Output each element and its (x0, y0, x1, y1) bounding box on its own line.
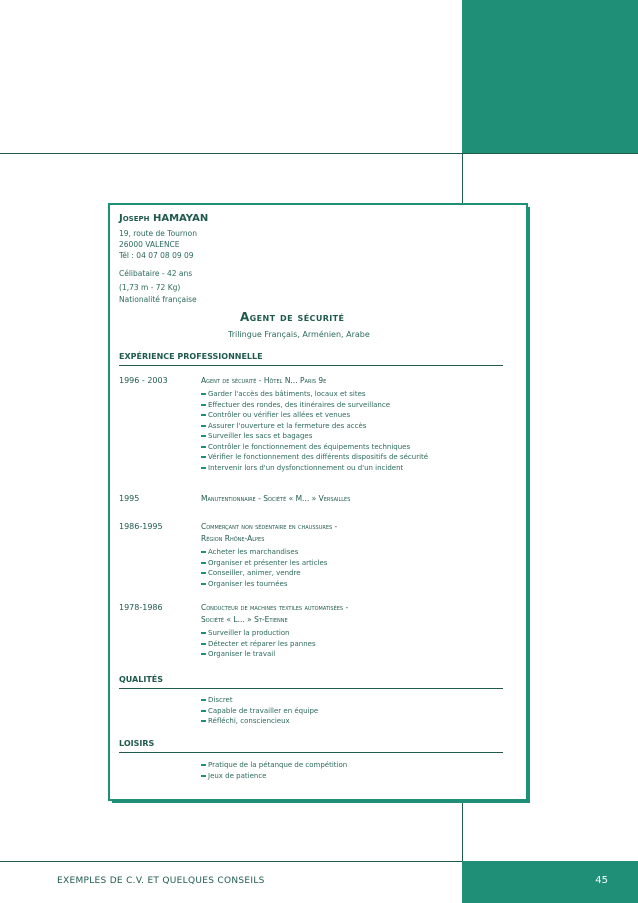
experience-tasks (201, 389, 428, 473)
list-item: Pratique de la pétanque de compétition (201, 760, 347, 771)
experience-years: 1996 - 2003 (119, 376, 168, 385)
cv-name (119, 213, 208, 224)
phone-line: Tél : 04 07 08 09 09 (119, 251, 194, 260)
footer-title: EXEMPLES DE C.V. ET QUELQUES CONSEILS (57, 876, 265, 886)
address-line: 19, route de Tournon (119, 229, 197, 238)
list-item: Contrôler ou vérifier les allées et venues (201, 410, 428, 421)
experience-position: Agent de sécurité - Hôtel N... Paris 9e (201, 376, 327, 385)
divider-top (0, 153, 638, 154)
experience-tasks (201, 628, 316, 660)
experience-heading: EXPÉRIENCE PROFESSIONNELLE (119, 352, 263, 361)
personal-line: Nationalité française (119, 295, 197, 304)
list-item: Garder l'accès des bâtiments, locaux et sites (201, 389, 428, 400)
experience-position: Manutentionnaire - Société « M... » Versailles (201, 494, 351, 503)
cv-languages: Trilingue Français, Arménien, Arabe (228, 330, 370, 339)
address-line: 26000 VALENCE (119, 240, 180, 249)
footer-block (462, 861, 638, 903)
qualities-rule (119, 688, 503, 689)
experience-years: 1978-1986 (119, 603, 163, 612)
list-item: Réfléchi, consciencieux (201, 716, 318, 727)
list-item: Organiser le travail (201, 649, 316, 660)
experience-years: 1995 (119, 494, 140, 503)
list-item: Capable de travailler en équipe (201, 706, 318, 717)
personal-line: (1,73 m - 72 Kg) (119, 283, 181, 292)
experience-position: Commerçant non sédentaire en chaussures - (201, 522, 338, 531)
corner-block-top (462, 0, 638, 153)
list-item: Effectuer des rondes, des itinéraires de surveillance (201, 400, 428, 411)
list-item: Détecter et réparer les pannes (201, 639, 316, 650)
list-item: Surveiller les sacs et bagages (201, 431, 428, 442)
list-item: Intervenir lors d'un dysfonctionnement ou d'un incident (201, 463, 428, 474)
list-item: Acheter les marchandises (201, 547, 327, 558)
experience-position: Conducteur de machines textiles automatisées - (201, 603, 349, 612)
list-item: Organiser et présenter les articles (201, 558, 327, 569)
list-item: Contrôler le fonctionnement des équipements techniques (201, 442, 428, 453)
qualities-heading: QUALITÉS (119, 675, 163, 684)
experience-position: Région Rhône-Alpes (201, 534, 265, 543)
hobbies-list (201, 760, 347, 781)
hobbies-heading: LOISIRS (119, 739, 155, 748)
personal-line: Célibataire - 42 ans (119, 269, 193, 278)
experience-position: Société « L... » St-Etienne (201, 615, 288, 624)
list-item: Organiser les tournées (201, 579, 327, 590)
hobbies-rule (119, 752, 503, 753)
first-name: Joseph (119, 213, 150, 224)
cv-job-title: Agent de sécurité (240, 310, 345, 324)
experience-tasks (201, 547, 327, 589)
qualities-list (201, 695, 318, 727)
list-item: Surveiller la production (201, 628, 316, 639)
experience-rule (119, 365, 503, 366)
list-item: Discret (201, 695, 318, 706)
list-item: Conseiller, animer, vendre (201, 568, 327, 579)
list-item: Vérifier le fonctionnement des différents dispositifs de sécurité (201, 452, 428, 463)
experience-years: 1986-1995 (119, 522, 163, 531)
page-number: 45 (595, 875, 608, 886)
last-name: HAMAYAN (152, 213, 209, 224)
list-item: Jeux de patience (201, 771, 347, 782)
list-item: Assurer l'ouverture et la fermeture des accès (201, 421, 428, 432)
